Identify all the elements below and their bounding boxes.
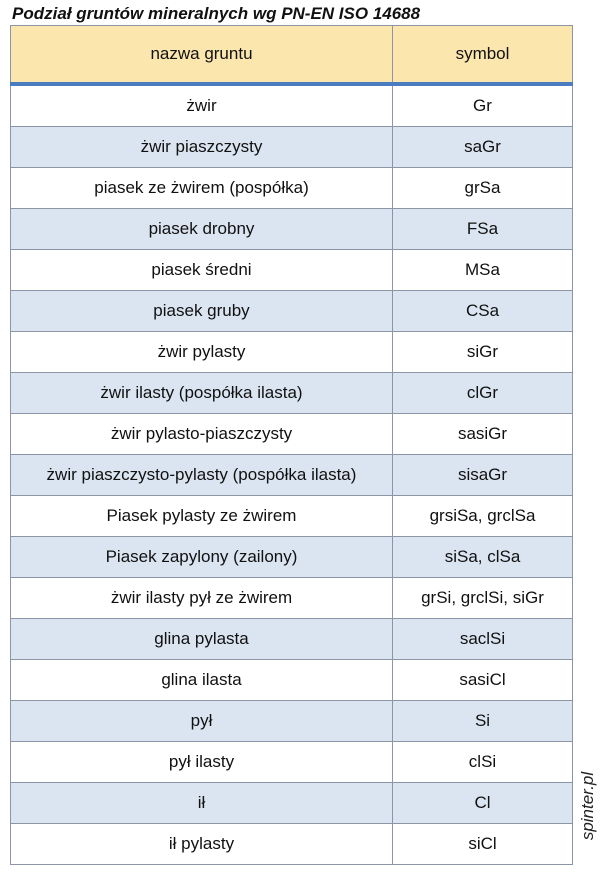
table-title: Podział gruntów mineralnych wg PN-EN ISO 14688 — [12, 4, 421, 23]
soil-symbol-cell: Si — [393, 701, 573, 742]
soil-name-cell: glina ilasta — [11, 660, 393, 701]
soil-symbol-cell: saGr — [393, 127, 573, 168]
soil-classification-table — [10, 25, 573, 865]
watermark-text: spinter.pl — [578, 771, 597, 841]
soil-name-cell: żwir — [11, 84, 393, 127]
table-row — [11, 84, 573, 127]
soil-symbol-cell: clSi — [393, 742, 573, 783]
soil-name-cell: Piasek zapylony (zailony) — [11, 537, 393, 578]
soil-name-cell: piasek średni — [11, 250, 393, 291]
soil-symbol-cell: siCl — [393, 824, 573, 865]
soil-name-cell: żwir piaszczysty — [11, 127, 393, 168]
table-row — [11, 783, 573, 824]
soil-classification-table-wrapper — [10, 25, 572, 865]
table-row — [11, 414, 573, 455]
table-row — [11, 742, 573, 783]
table-row — [11, 250, 573, 291]
soil-name-cell: pył ilasty — [11, 742, 393, 783]
soil-symbol-cell: CSa — [393, 291, 573, 332]
soil-name-cell: żwir ilasty pył ze żwirem — [11, 578, 393, 619]
soil-name-cell: ił pylasty — [11, 824, 393, 865]
soil-name-cell: Piasek pylasty ze żwirem — [11, 496, 393, 537]
soil-name-cell: żwir piaszczysto-pylasty (pospółka ilasta) — [11, 455, 393, 496]
soil-name-cell: pył — [11, 701, 393, 742]
soil-symbol-cell: sisaGr — [393, 455, 573, 496]
soil-symbol-cell: siGr — [393, 332, 573, 373]
table-row — [11, 619, 573, 660]
table-row — [11, 660, 573, 701]
soil-symbol-cell: sasiGr — [393, 414, 573, 455]
soil-symbol-cell: sasiCl — [393, 660, 573, 701]
soil-name-cell: ił — [11, 783, 393, 824]
table-row — [11, 537, 573, 578]
soil-symbol-cell: clGr — [393, 373, 573, 414]
column-header-symbol: symbol — [393, 26, 573, 85]
soil-symbol-cell: Gr — [393, 84, 573, 127]
table-row — [11, 701, 573, 742]
soil-name-cell: piasek drobny — [11, 209, 393, 250]
table-row — [11, 824, 573, 865]
table-row — [11, 578, 573, 619]
table-row — [11, 291, 573, 332]
soil-name-cell: żwir ilasty (pospółka ilasta) — [11, 373, 393, 414]
soil-symbol-cell: Cl — [393, 783, 573, 824]
table-row — [11, 332, 573, 373]
table-row — [11, 168, 573, 209]
soil-name-cell: piasek gruby — [11, 291, 393, 332]
soil-symbol-cell: grSa — [393, 168, 573, 209]
soil-symbol-cell: siSa, clSa — [393, 537, 573, 578]
soil-symbol-cell: grSi, grclSi, siGr — [393, 578, 573, 619]
table-row — [11, 373, 573, 414]
table-header-row — [11, 26, 573, 85]
soil-name-cell: żwir pylasty — [11, 332, 393, 373]
table-row — [11, 209, 573, 250]
soil-symbol-cell: saclSi — [393, 619, 573, 660]
soil-symbol-cell: MSa — [393, 250, 573, 291]
table-body — [11, 84, 573, 865]
soil-symbol-cell: FSa — [393, 209, 573, 250]
soil-name-cell: piasek ze żwirem (pospółka) — [11, 168, 393, 209]
soil-symbol-cell: grsiSa, grclSa — [393, 496, 573, 537]
table-row — [11, 496, 573, 537]
table-row — [11, 455, 573, 496]
column-header-soil-name: nazwa gruntu — [11, 26, 393, 85]
soil-name-cell: żwir pylasto-piaszczysty — [11, 414, 393, 455]
table-row — [11, 127, 573, 168]
soil-name-cell: glina pylasta — [11, 619, 393, 660]
